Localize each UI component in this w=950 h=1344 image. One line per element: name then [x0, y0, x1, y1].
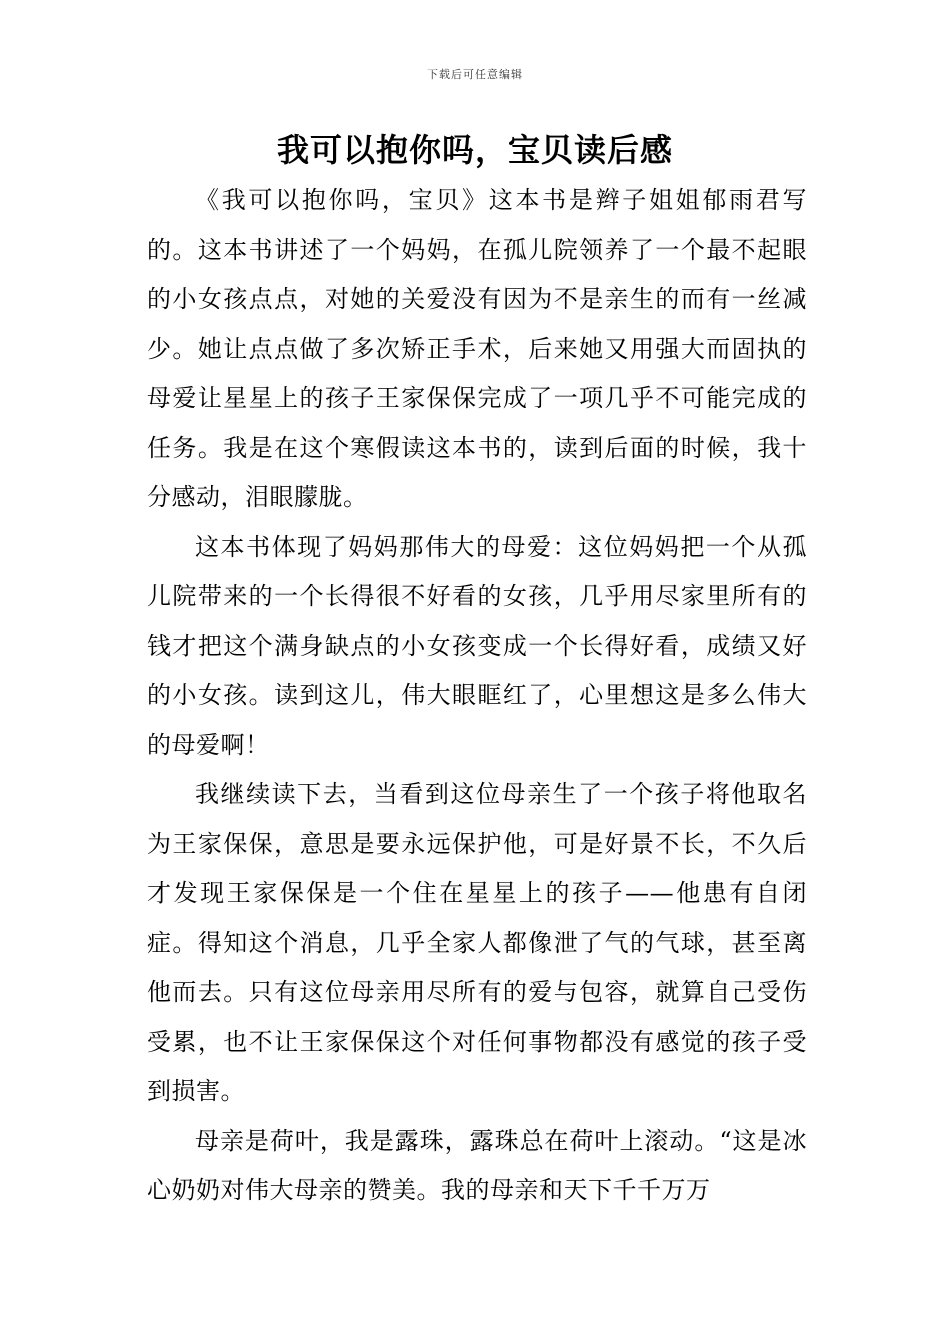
page-title: 我可以抱你吗，宝贝读后感: [276, 131, 673, 169]
body-text: [147, 176, 807, 1216]
header-note: 下载后可任意编辑: [427, 68, 523, 81]
paragraph-4: 母亲是荷叶，我是露珠，露珠总在荷叶上滚动。“这是冰心奶奶对伟大母亲的赞美。我的母亲和天下千千万万: [147, 1126, 807, 1204]
paragraph-3: 我继续读下去，当看到这位母亲生了一个孩子将他取名为王家保保，意思是要永远保护他，可是好景不长，不久后才发现王家保保是一个住在星星上的孩子——他患有自闭症。得知这个消息，几乎全家人都像泄了气的气球，甚至离他而去。只有这位母亲用尽所有的爱与包容，就算自己受伤受累，也不让王家保保这个对任何事物都没有感觉的孩子受到损害。: [147, 780, 807, 1105]
paragraph-2: 这本书体现了妈妈那伟大的母爱：这位妈妈把一个从孤儿院带来的一个长得很不好看的女孩，几乎用尽家里所有的钱才把这个满身缺点的小女孩变成一个长得好看，成绩又好的小女孩。读到这儿，伟大眼眶红了，心里想这是多么伟大的母爱啊！: [147, 532, 807, 759]
paragraph-1: 《我可以抱你吗，宝贝》这本书是辫子姐姐郁雨君写的。这本书讲述了一个妈妈，在孤儿院领养了一个最不起眼的小女孩点点，对她的关爱没有因为不是亲生的而有一丝减少。她让点点做了多次矫正手术，后来她又用强大而固执的母爱让星星上的孩子王家保保完成了一项几乎不可能完成的任务。我是在这个寒假读这本书的，读到后面的时候，我十分感动，泪眼朦胧。: [147, 186, 807, 511]
